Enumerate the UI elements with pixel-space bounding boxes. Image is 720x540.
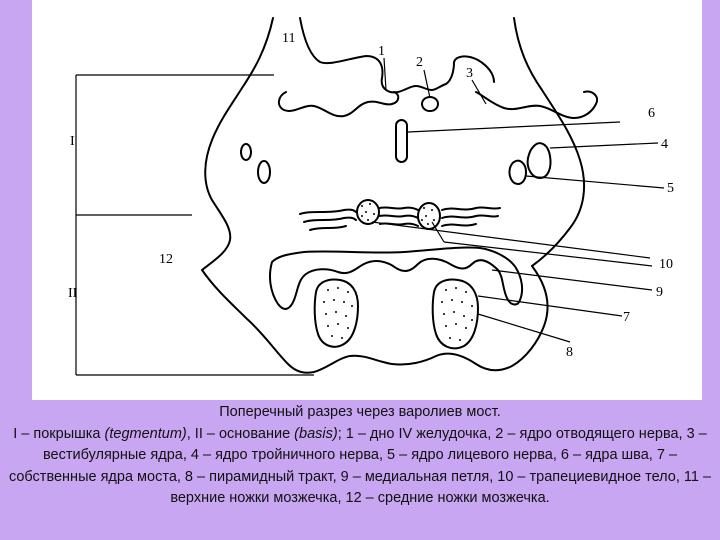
figure-caption [6, 402, 714, 510]
basis-pontis-outline [270, 247, 522, 308]
trapezoid-fibers-1 [300, 210, 356, 214]
abducens-nucleus [422, 97, 438, 111]
pons-outer-contour-right [514, 18, 584, 266]
superior-peduncles [300, 18, 494, 92]
label-7: 7 [623, 310, 630, 325]
right-tegmental-lobe [476, 92, 597, 118]
trapezoid-fibers-3 [310, 226, 346, 230]
region-brackets [76, 75, 314, 375]
label-11: 11 [282, 31, 296, 46]
label-5: 5 [667, 181, 674, 196]
label-10: 10 [659, 257, 673, 272]
figure-panel [32, 0, 702, 400]
medial-lemniscus-right [418, 203, 440, 229]
trapezoid-fibers-9 [442, 224, 476, 226]
trigeminal-nucleus [528, 143, 551, 178]
caption-part1: I – покрышка [13, 425, 105, 442]
trapezoid-fibers-5 [380, 215, 418, 218]
caption-term-tegmentum: (tegmentum) [104, 425, 187, 442]
label-8: 8 [566, 345, 573, 360]
raphe-nuclei [396, 120, 407, 162]
caption-title: Поперечный разрез через варолиев мост. [219, 404, 501, 420]
label-6: 6 [648, 106, 655, 121]
trapezoid-fibers-8 [442, 215, 498, 218]
pyramidal-tract-left [315, 280, 358, 347]
caption-part2: , II – основание [186, 425, 295, 442]
label-roman-2: II [68, 286, 78, 301]
label-roman-1: I [70, 134, 75, 149]
pons-outer-contour [202, 18, 273, 270]
leader-lines [372, 58, 664, 342]
label-2: 2 [416, 55, 423, 70]
left-tegmental-lobe [279, 92, 398, 116]
label-9: 9 [656, 285, 663, 300]
label-1: 1 [378, 44, 385, 59]
label-12: 12 [159, 252, 173, 267]
trapezoid-fibers-4 [380, 207, 418, 210]
facial-nucleus [509, 161, 526, 184]
trapezoid-fibers-2 [304, 218, 356, 222]
left-small-nucleus-b [258, 161, 270, 183]
caption-part3: ; 1 – дно IV желудочка, 2 – ядро отводящего нерва, 3 – вестибулярные ядра, 4 – ядро тройничного нерва, 5 – ядро лицевого нерва, 6 – ядра шва, 7 – собственные ядра моста, 8 – пирамидный тракт, 9 – медиальная петля, 10 – трапециевидное тело, 11 – верхние ножки мозжечка, 12 – средние ножки мозжечка. [8, 425, 712, 506]
label-3: 3 [466, 66, 473, 81]
pons-cross-section-diagram [32, 0, 702, 400]
caption-legend [6, 424, 714, 510]
label-4: 4 [661, 137, 668, 152]
pyramidal-tract-right [433, 280, 478, 349]
left-small-nucleus-a [241, 144, 251, 160]
caption-term-basis: (basis) [294, 425, 338, 442]
trapezoid-fibers-7 [442, 207, 500, 210]
